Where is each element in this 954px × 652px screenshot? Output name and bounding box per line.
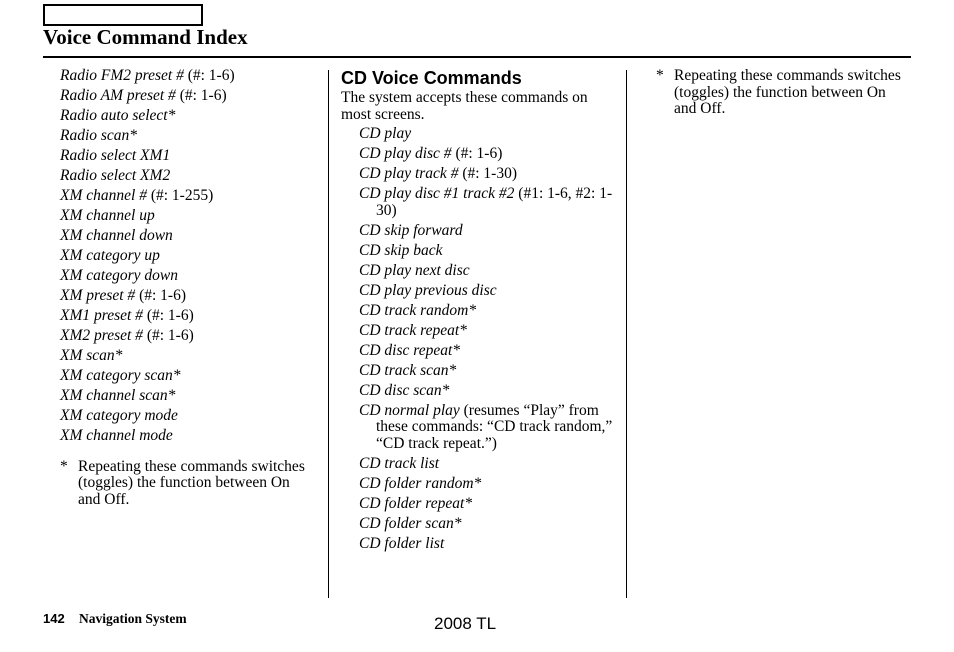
command-phrase: XM preset # — [60, 287, 136, 304]
column-divider-left — [328, 70, 329, 598]
command-note: (#: 1-6) — [175, 87, 227, 104]
command-phrase: CD disc scan* — [359, 381, 450, 399]
page-number: 142 — [43, 611, 65, 626]
command-phrase: CD folder repeat* — [359, 494, 473, 512]
command-phrase: Radio AM preset # — [60, 87, 176, 104]
command-phrase: CD play disc #1 track #2 — [359, 185, 515, 202]
command-phrase: CD folder random* — [359, 474, 482, 492]
command-note: (resumes “Play” from these commands: “CD track random,” “CD track repeat.”) — [376, 401, 613, 452]
command-phrase: XM2 preset # — [60, 327, 143, 344]
title-divider — [43, 56, 911, 58]
command-phrase: XM category up — [60, 247, 160, 264]
footnote-marker: * — [60, 457, 68, 475]
command-phrase: XM1 preset # — [60, 307, 143, 324]
left-footnote — [60, 459, 310, 509]
middle-column — [341, 68, 621, 556]
command-item — [359, 383, 621, 400]
left-column — [60, 68, 310, 508]
command-phrase: CD track repeat* — [359, 321, 467, 339]
right-column — [656, 68, 906, 118]
command-phrase: XM category scan* — [60, 367, 181, 384]
header-tab-box — [43, 4, 203, 26]
command-item — [359, 223, 621, 240]
command-item — [60, 128, 310, 145]
command-phrase: CD play track # — [359, 165, 459, 182]
footnote-marker: * — [656, 67, 664, 84]
command-item — [60, 228, 310, 245]
command-phrase: Radio auto select* — [60, 107, 176, 124]
cd-command-list — [359, 126, 621, 552]
command-item — [60, 348, 310, 365]
command-item — [60, 388, 310, 405]
command-item — [60, 108, 310, 125]
command-phrase: Radio select XM2 — [60, 167, 171, 184]
command-item — [60, 308, 310, 325]
footnote-text: Repeating these commands switches (toggles) the function between On and Off. — [674, 67, 901, 117]
command-item — [60, 188, 310, 205]
command-phrase: XM channel scan* — [60, 387, 176, 404]
command-note: (#: 1-30) — [458, 165, 517, 182]
command-note: (#: 1-6) — [142, 327, 194, 344]
command-phrase: XM channel up — [60, 207, 155, 224]
command-note: (#1: 1-6, #2: 1-30) — [376, 185, 613, 219]
command-phrase: CD play disc # — [359, 145, 452, 162]
command-phrase: CD track scan* — [359, 361, 457, 379]
command-note: (#: 1-6) — [142, 307, 194, 324]
command-item — [60, 248, 310, 265]
command-item — [60, 428, 310, 445]
command-item — [60, 368, 310, 385]
command-item — [359, 536, 621, 553]
command-note: (#: 1-255) — [146, 187, 214, 204]
command-phrase: CD folder list — [359, 534, 445, 552]
command-item — [359, 243, 621, 260]
command-phrase: CD skip forward — [359, 221, 463, 239]
command-item — [359, 516, 621, 533]
command-item — [60, 288, 310, 305]
command-note: (#: 1-6) — [183, 67, 235, 84]
page-title: Voice Command Index — [43, 25, 248, 49]
command-phrase: CD disc repeat* — [359, 341, 461, 359]
command-phrase: CD track list — [359, 454, 440, 472]
command-item — [359, 263, 621, 280]
command-item — [359, 363, 621, 380]
command-item — [359, 496, 621, 513]
command-item — [359, 146, 621, 163]
command-item — [359, 283, 621, 300]
footer-model-label: 2008 TL — [434, 614, 497, 633]
command-phrase: CD play previous disc — [359, 281, 497, 299]
command-phrase: CD skip back — [359, 241, 443, 259]
command-item — [359, 343, 621, 360]
command-phrase: Radio select XM1 — [60, 147, 171, 164]
command-item — [60, 408, 310, 425]
command-item — [60, 268, 310, 285]
command-item — [359, 166, 621, 183]
command-phrase: Radio scan* — [60, 127, 138, 144]
command-item — [60, 208, 310, 225]
command-item — [359, 456, 621, 473]
command-phrase: XM channel mode — [60, 427, 173, 444]
radio-xm-command-list — [60, 68, 310, 445]
command-phrase: CD normal play — [359, 401, 460, 419]
command-phrase: XM scan* — [60, 347, 123, 364]
command-item — [60, 88, 310, 105]
command-note: (#: 1-6) — [451, 145, 503, 162]
command-item — [60, 328, 310, 345]
command-item — [60, 168, 310, 185]
command-item — [359, 126, 621, 143]
command-item — [359, 476, 621, 493]
footnote-text: Repeating these commands switches (toggles) the function between On and Off. — [78, 457, 305, 508]
command-item — [359, 303, 621, 320]
command-phrase: CD folder scan* — [359, 514, 462, 532]
footer-section-label: Navigation System — [79, 611, 187, 626]
column-divider-right — [626, 70, 627, 598]
command-phrase: XM category mode — [60, 407, 178, 424]
section-heading: CD Voice Commands — [341, 68, 522, 88]
command-phrase: XM category down — [60, 267, 178, 284]
section-intro: The system accepts these commands on most screens. — [341, 89, 588, 123]
command-item — [359, 186, 621, 219]
command-phrase: CD play — [359, 125, 412, 142]
command-item — [60, 148, 310, 165]
right-footnote — [656, 68, 906, 118]
command-item — [359, 323, 621, 340]
command-phrase: CD track random* — [359, 301, 477, 319]
command-phrase: Radio FM2 preset # — [60, 67, 184, 84]
command-phrase: CD play next disc — [359, 261, 470, 279]
command-phrase: XM channel down — [60, 227, 173, 244]
command-item — [359, 403, 621, 453]
command-item — [60, 68, 310, 85]
command-note: (#: 1-6) — [135, 287, 186, 304]
command-phrase: XM channel # — [60, 187, 147, 204]
